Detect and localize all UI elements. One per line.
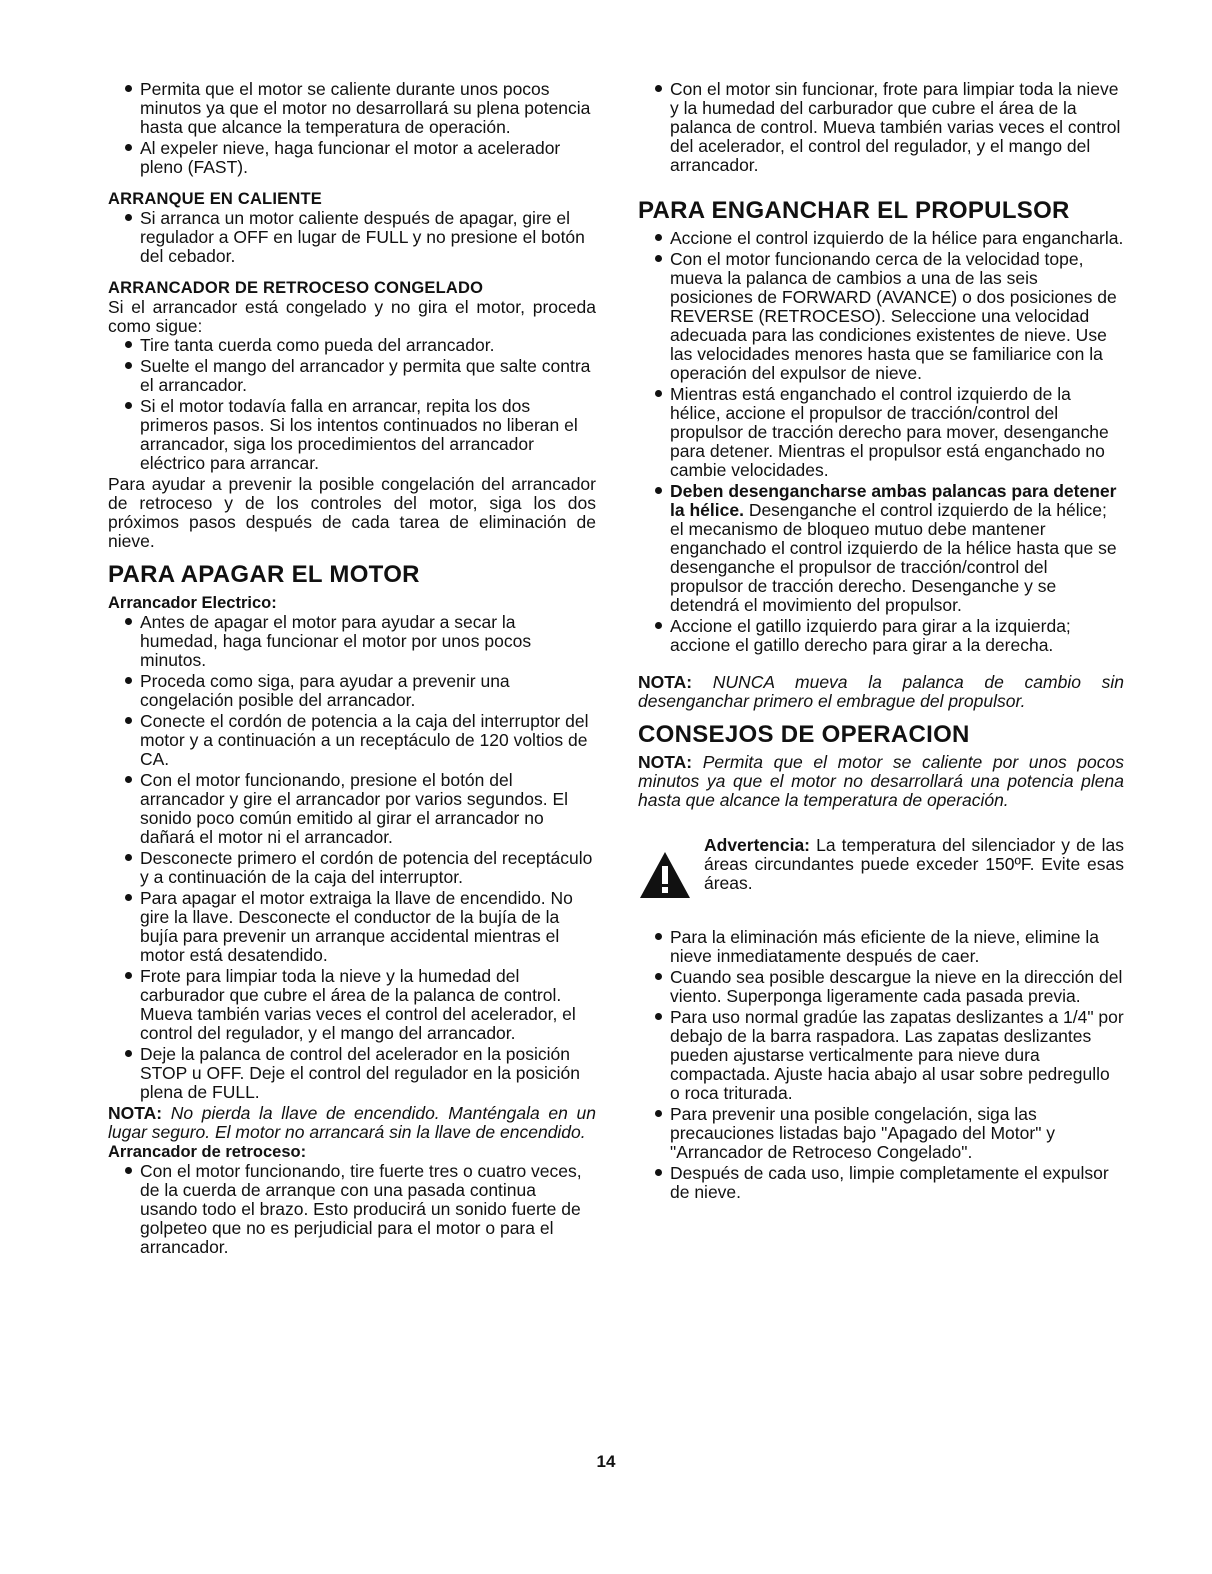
stop-engine-heading: PARA APAGAR EL MOTOR bbox=[108, 561, 420, 588]
warmup-note bbox=[638, 753, 1124, 810]
list-item: Tire tanta cuerda como pueda del arrancador. bbox=[108, 336, 596, 355]
list-item: Al expeler nieve, haga funcionar el motor a acelerador pleno (FAST). bbox=[108, 139, 596, 177]
note-text: NUNCA mueva la palanca de cambio sin desenganchar primero el embrague del propulsor. bbox=[638, 672, 1124, 711]
tips-heading: CONSEJOS DE OPERACION bbox=[638, 721, 970, 748]
list-item: Suelte el mango del arrancador y permita que salte contra el arrancador. bbox=[108, 357, 596, 395]
list-item: Si arranca un motor caliente después de apagar, gire el regulador a OFF en lugar de FULL y no presione el botón del cebador. bbox=[108, 209, 596, 266]
list-item: Desconecte primero el cordón de potencia del receptáculo y a continuación de la caja del interruptor. bbox=[108, 849, 596, 887]
list-item: Para uso normal gradúe las zapatas deslizantes a 1/4" por debajo de la barra raspadora. Las zapatas deslizantes pueden ajustarse verticalmente para nieve dura compactada. Ajuste hacia abajo al usar sobre pedregullo o roca triturada. bbox=[638, 1008, 1124, 1103]
hot-start-heading: ARRANQUE EN CALIENTE bbox=[108, 190, 322, 208]
tips-list bbox=[638, 928, 1124, 1202]
note-label: NOTA: bbox=[108, 1103, 163, 1123]
frozen-starter-heading: ARRANCADOR DE RETROCESO CONGELADO bbox=[108, 279, 484, 297]
list-item: Proceda como siga, para ayudar a prevenir una congelación posible del arrancador. bbox=[108, 672, 596, 710]
frozen-starter-outro: Para ayudar a prevenir la posible congelación del arrancador de retroceso y de los controles del motor, siga los dos próximos pasos después de cada tarea de eliminación de nieve. bbox=[108, 474, 596, 551]
note-text: Permita que el motor se caliente por unos pocos minutos ya que el motor no desarrollará una potencia plena hasta que alcance la temperatura de operación. bbox=[638, 752, 1124, 810]
note-text: No pierda la llave de encendido. Manténgala en un lugar seguro. El motor no arrancará sin la llave de encendido. bbox=[108, 1103, 596, 1142]
electric-starter-list bbox=[108, 613, 596, 1102]
list-item: Accione el gatillo izquierdo para girar a la izquierda; accione el gatillo derecho para girar a la derecha. bbox=[638, 617, 1124, 655]
key-note bbox=[108, 1104, 596, 1142]
list-item: Con el motor funcionando, tire fuerte tres o cuatro veces, de la cuerda de arranque con una pasada continua usando todo el brazo. Esto producirá un sonido fuerte de golpeteo que no es perjudicial para el motor o para el arrancador. bbox=[108, 1162, 596, 1257]
recoil-starter-heading: Arrancador de retroceso: bbox=[108, 1143, 307, 1161]
page-number: 14 bbox=[596, 1452, 616, 1471]
top-bullet-list bbox=[638, 80, 1124, 175]
hot-start-list bbox=[108, 209, 596, 266]
left-column bbox=[108, 80, 596, 1259]
list-item: Con el motor funcionando cerca de la velocidad tope, mueva la palanca de cambios a una de las seis posiciones de FORWARD (AVANCE) o dos posiciones de REVERSE (RETROCESO). Seleccione una velocidad adecuada para las condiciones existentes de nieve. Use las velocidades menores hasta que se familiarice con la operación del expulsor de nieve. bbox=[638, 250, 1124, 383]
list-item: Mientras está enganchado el control izquierdo de la hélice, accione el propulsor de tracción/control del propulsor de tracción derecho para mover, desenganche para detener. Mientras el propulsor está enganchado no cambie velocidades. bbox=[638, 385, 1124, 480]
list-item: Para apagar el motor extraiga la llave de encendido. No gire la llave. Desconecte el conductor de la bujía de la bujía para prevenir un arranque accidental mientras el motor está desatendido. bbox=[108, 889, 596, 965]
list-item: Frote para limpiar toda la nieve y la humedad del carburador que cubre el área de la palanca de control. Mueva también varias veces el control del acelerador, el control del regulador, y el mango del arrancador. bbox=[108, 967, 596, 1043]
recoil-starter-list bbox=[108, 1162, 596, 1257]
bold-bullet-rest: Desenganche el control izquierdo de la hélice; el mecanismo de bloqueo mutuo debe mantener enganchado el control izquierdo de la hélice hasta que se desenganche el propulsor de tracción/control del propulsor de tracción derecho. Desenganche y se detendrá el movimiento del propulsor. bbox=[670, 500, 1117, 615]
frozen-starter-intro: Si el arrancador está congelado y no gira el motor, proceda como sigue: bbox=[108, 297, 596, 336]
shift-note bbox=[638, 673, 1124, 711]
list-item: Cuando sea posible descargue la nieve en la dirección del viento. Superponga ligeramente cada pasada previa. bbox=[638, 968, 1124, 1006]
list-item: Si el motor todavía falla en arrancar, repita los dos primeros pasos. Si los intentos continuados no liberan el arrancador, siga los procedimientos del arrancador eléctrico para arrancar. bbox=[108, 397, 596, 473]
propulsion-heading: PARA ENGANCHAR EL PROPULSOR bbox=[638, 197, 1070, 224]
warning-triangle-icon bbox=[638, 850, 692, 900]
list-item: Antes de apagar el motor para ayudar a secar la humedad, haga funcionar el motor por unos pocos minutos. bbox=[108, 613, 596, 670]
list-item: Después de cada uso, limpie completamente el expulsor de nieve. bbox=[638, 1164, 1124, 1202]
list-item: Para la eliminación más eficiente de la nieve, elimine la nieve inmediatamente después de caer. bbox=[638, 928, 1124, 966]
bold-bullet-lead: Deben desengancharse ambas palancas para detener la hélice. bbox=[670, 481, 1117, 520]
frozen-starter-list bbox=[108, 336, 596, 473]
list-item: Con el motor funcionando, presione el botón del arrancador y gire el arrancador por varios segundos. El sonido poco común emitido al girar el arrancador no dañará el motor ni el arrancador. bbox=[108, 771, 596, 847]
list-item bbox=[638, 482, 1124, 615]
warning-block bbox=[638, 836, 1124, 900]
note-label: NOTA: bbox=[638, 752, 693, 772]
list-item: Con el motor sin funcionar, frote para limpiar toda la nieve y la humedad del carburador que cubre el área de la palanca de control. Mueva también varias veces el control del acelerador, el control del regulador, y el mango del arrancador. bbox=[638, 80, 1124, 175]
propulsion-list bbox=[638, 229, 1124, 655]
warning-label: Advertencia: bbox=[704, 835, 811, 855]
warning-text bbox=[704, 836, 1124, 893]
right-column bbox=[638, 80, 1124, 1204]
electric-starter-heading: Arrancador Electrico: bbox=[108, 594, 277, 612]
warning-body: La temperatura del silenciador y de las áreas circundantes puede exceder 150ºF. Evite esas áreas. bbox=[704, 835, 1124, 893]
list-item: Deje la palanca de control del acelerador en la posición STOP u OFF. Deje el control del regulador en la posición plena de FULL. bbox=[108, 1045, 596, 1102]
list-item: Permita que el motor se caliente durante unos pocos minutos ya que el motor no desarrollará su plena potencia hasta que alcance la temperatura de operación. bbox=[108, 80, 596, 137]
list-item: Para prevenir una posible congelación, siga las precauciones listadas bajo "Apagado del Motor" y "Arrancador de Retroceso Congelado". bbox=[638, 1105, 1124, 1162]
intro-bullet-list bbox=[108, 80, 596, 177]
list-item: Accione el control izquierdo de la hélice para engancharla. bbox=[638, 229, 1124, 248]
note-label: NOTA: bbox=[638, 672, 693, 692]
list-item: Conecte el cordón de potencia a la caja del interruptor del motor y a continuación a un receptáculo de 120 voltios de CA. bbox=[108, 712, 596, 769]
